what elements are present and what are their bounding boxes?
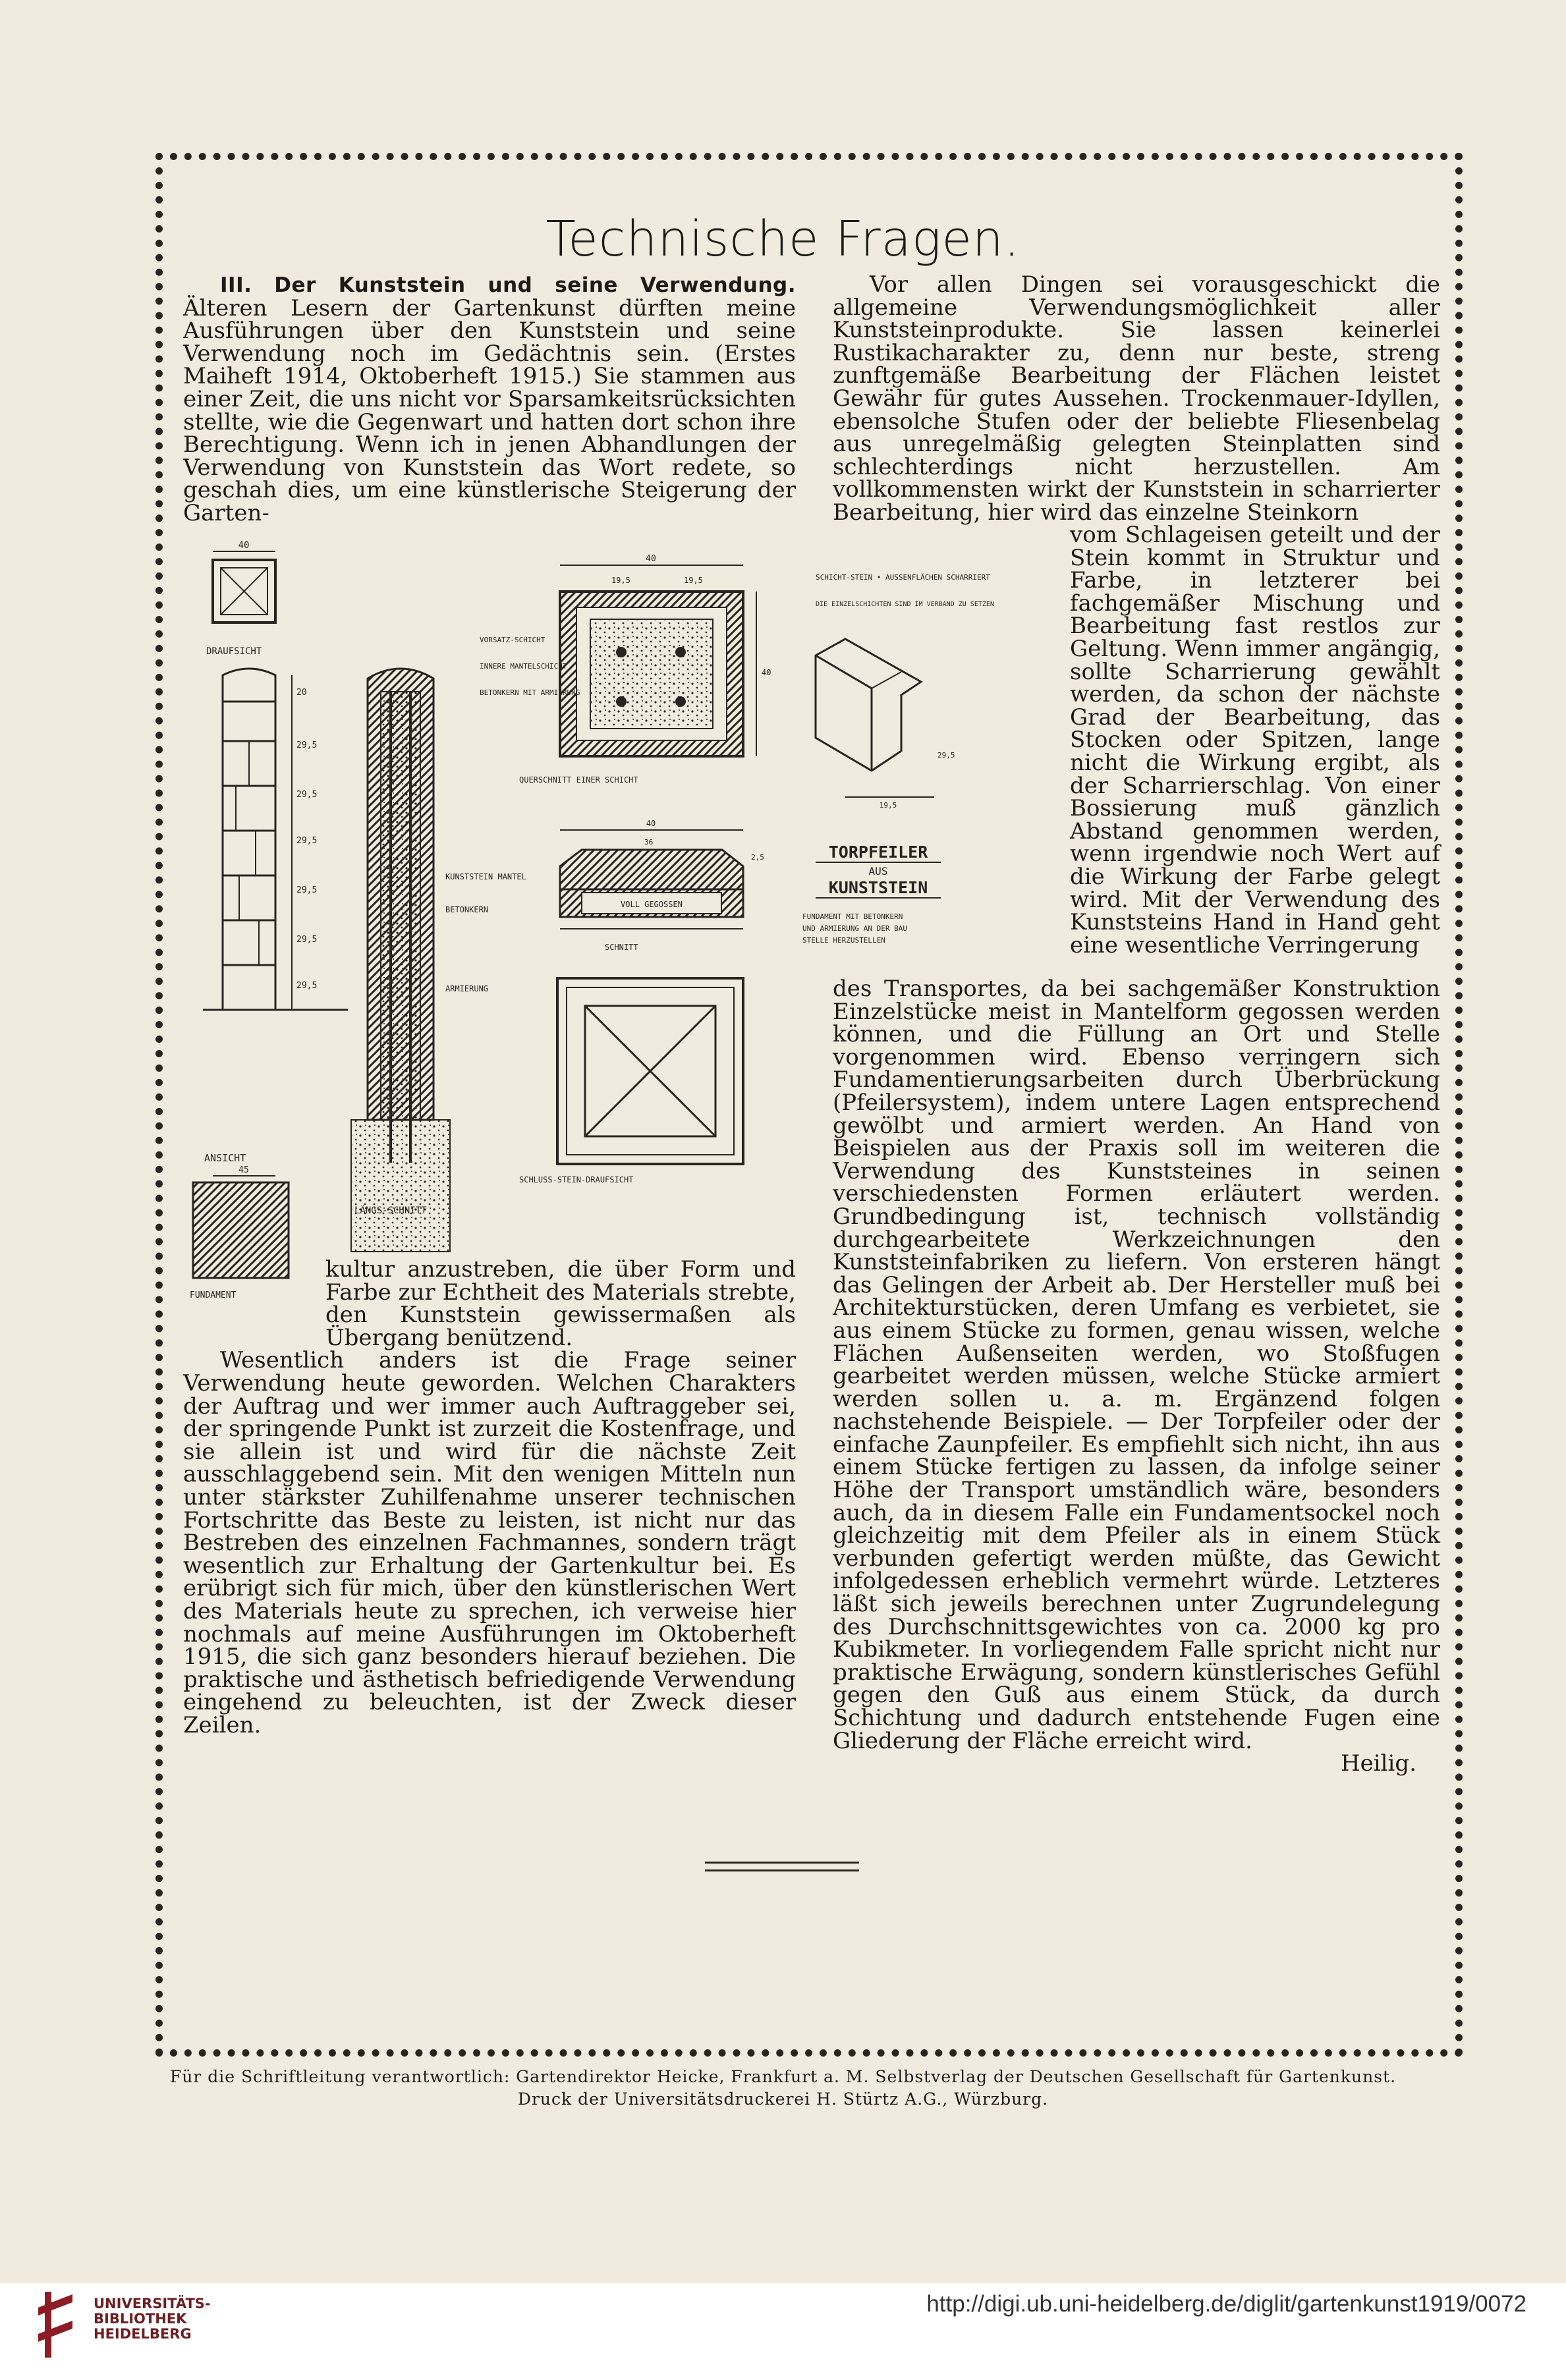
section-heading: III. Der Kunststein und seine Verwendung. (220, 273, 796, 297)
label-draufsicht: DRAUFSICHT (206, 646, 262, 657)
dim-45-foundation: 45 (238, 1165, 249, 1175)
dim-295-a: 29,5 (296, 740, 318, 750)
right-column-bottom (833, 978, 1440, 1775)
label-fundament: FUNDAMENT (190, 1290, 237, 1300)
right-column-wrap (1070, 524, 1440, 956)
right-column-top (833, 273, 1440, 524)
figure-title-kunststein: KUNSTSTEIN (828, 878, 928, 897)
label-querschnitt: QUERSCHNITT EINER SCHICHT (519, 775, 638, 785)
dim-40-top: 40 (238, 540, 250, 551)
dim-40-side: 40 (762, 668, 771, 677)
right-paragraph-2: des Transportes, da bei sachgemäßer Konstruktion Einzelstücke meist in Mantelform gegossen werden können, und die Füllung an Ort und Stelle vorgenommen wird. Ebenso verringern sich Fundamentierungsarbeiten durch Überbrückung (Pfeilersystem), indem untere Lagen entsprechend gewölbt und armiert werden. An Hand von Beispielen aus der Praxis soll im weiteren die Verwendung des Kunststeines in seinen verschiedensten Formen erläutert werden. Grundbedingung ist, technisch vollständig durchgearbeitete Werkzeichnungen den Kunststeinfabriken zu liefern. Von ersteren hängt das Gelingen der Arbeit ab. Der Hersteller muß bei Architekturstücken, deren Umfang es verbietet, sie aus einem Stücke zu formen, genau wissen, welche Flächen Außenseiten werden, wo Stoßfugen gearbeitet werden müssen, welche Stücke armiert werden sollen u. a. m. Ergänzend folgen nachstehende Beispiele. — Der Torpfeiler oder der einfache Zaunpfeiler. Es empfiehlt sich nicht, ihn aus einem Stücke fertigen zu lassen, da infolge seiner Höhe der Transport umständlich wäre, besonders auch, da in diesem Falle ein Fundamentsockel noch gleichzeitig mit dem Pfeiler als in einem Stück verbunden gefertigt werden müßte, das Gewicht infolgedessen erheblich vermehrt würde. Letzteres läßt sich jeweils berechnen unter Zugrundelegung des Durchschnittsgewichtes von ca. 2000 kg pro Kubikmeter. In vorliegendem Falle spricht nicht nur praktische Erwägung, sondern künstlerisches Gefühl gegen den Guß aus einem Stück, da durch Schichtung und dadurch entstehende Fugen eine Gliederung der Fläche erreicht wird. (833, 976, 1440, 1754)
ansicht-drawing (203, 669, 348, 1164)
library-name-3: HEIDELBERG (94, 2326, 192, 2342)
library-logo-icon (33, 2288, 86, 2367)
dim-36-cap: 36 (644, 838, 654, 846)
note-schichtstein-1: SCHICHT-STEIN • AUSSENFLÄCHEN SCHARRIERT (816, 573, 990, 582)
library-name-2: BIBLIOTHEK (94, 2311, 187, 2327)
dim-295-d: 29,5 (296, 885, 318, 895)
label-armierung: ARMIERUNG (445, 984, 489, 993)
schichtstein-drawing (816, 573, 994, 810)
left-column-top (183, 273, 796, 525)
dim-40-cross: 40 (646, 554, 656, 564)
end-rule-bottom (705, 1869, 859, 1871)
label-ansicht: ANSICHT (204, 1152, 246, 1164)
label-schnitt: SCHNITT (605, 943, 638, 952)
end-rule-top (705, 1862, 859, 1864)
right-paragraph-1: Vor allen Dingen sei vorausgeschickt die allgemeine Verwendungsmöglichkeit aller Kunststeinprodukte. Sie lassen keinerlei Rustikacharakter zu, denn nur beste, streng zunftgemäße Bearbeitung der Flächen leistet Gewähr für gutes Aussehen. Trockenmauer-Idyllen, ebensolche Stufen oder der beliebte Fliesenbelag aus unregelmäßig gelegten Steinplatten sind schlechterdings nicht herzustellen. Am vollkommensten wirkt der Kunststein in scharrierter Bearbeitung, hier wird das einzelne Steinkorn (833, 271, 1440, 526)
laengsschnitt-drawing (351, 669, 526, 1252)
dim-295-e: 29,5 (296, 935, 318, 945)
draufsicht-drawing (206, 540, 275, 657)
dim-295-f: 29,5 (296, 981, 318, 991)
footer-line-1: Für die Schriftleitung verantwortlich: Gartendirektor Heicke, Frankfurt a. M. Selbstverlag der Deutschen Gesellschaft für Gartenkunst. (169, 2067, 1397, 2086)
figure-title-aus: AUS (868, 865, 888, 877)
label-voll-gegossen: VOLL GEGOSSEN (621, 900, 683, 909)
dim-195-a: 19,5 (611, 576, 630, 585)
querschnitt-drawing (480, 554, 771, 785)
dim-20: 20 (296, 688, 307, 698)
label-kunststein-mantel: KUNSTSTEIN MANTEL (445, 872, 526, 881)
label-betonkern: BETONKERN (445, 905, 489, 914)
note-schichtstein-2: DIE EINZELSCHICHTEN SIND IM VERBAND ZU SETZEN (816, 601, 994, 608)
label-betonkern-armierung: BETONKERN MIT ARMIERUNG (480, 688, 580, 697)
author-signature: Heilig. (1341, 1750, 1416, 1777)
label-innere-mantelschicht: INNERE MANTELSCHICHT (480, 662, 567, 671)
dim-295-b: 29,5 (296, 790, 318, 800)
figure-note-2: UND ARMIERUNG AN DER BAU (802, 924, 907, 933)
dim-195-stone: 19,5 (879, 801, 897, 810)
left-paragraph-1: kultur anzustreben, die über Form und Farbe zur Echtheit des Materials strebte, den Kunststein gewissermaßen als Übergang benützend. (325, 1256, 796, 1351)
schlussstein-drawing (519, 978, 743, 1184)
dim-195-b: 19,5 (684, 576, 703, 585)
left-column-bottom (183, 1258, 796, 1736)
figure-title-torpfeiler: TORPFEILER (828, 843, 928, 862)
library-url-link[interactable]: http://digi.ub.uni-heidelberg.de/diglit/gartenkunst1919/0072 (926, 2291, 1526, 2317)
label-vorsatz-schicht: VORSATZ-SCHICHT (480, 636, 545, 644)
dim-40-cap: 40 (646, 819, 656, 828)
label-schlussstein: SCHLUSS-STEIN-DRAUFSICHT (519, 1175, 634, 1184)
library-name (94, 2296, 211, 2342)
figure-note-1: FUNDAMENT MIT BETONKERN (802, 912, 903, 921)
intro-text: Älteren Lesern der Gartenkunst dürften meine Ausführungen über den Kunststein und seine Verwendung noch im Gedächtnis sein. (Erstes Maiheft 1914, Oktoberheft 1915.) Sie stammen aus einer Zeit, die uns nicht vor Sparsamkeitsrücksichten stellte, wie die Gegenwart und hatten dort schon ihre Berechtigung. Wenn ich in jenen Abhandlungen der Verwendung von Kunststein das Wort redete, so geschah dies, um eine künstlerische Steigerung der Garten- (183, 294, 796, 526)
figure-note-3: STELLE HERZUSTELLEN (802, 936, 885, 945)
intro-paragraph (183, 273, 796, 525)
library-name-1: UNIVERSITÄTS- (94, 2296, 211, 2311)
dim-25-cap: 2,5 (751, 853, 764, 862)
left-paragraph-2: Wesentlich anders ist die Frage seiner Verwendung heute geworden. Welchen Charakters der Auftrag und wer immer auch Auftraggeber sei, der springende Punkt ist zurzeit die Kostenfrage, und sie allein ist und wird für die nächste Zeit ausschlaggebend sein. Mit den wenigen Mitteln nun unter stärkster Zuhilfenahme unserer technischen Fortschritte das Beste zu leisten, ist nicht nur das Bestreben des einzelnen Fachmannes, sondern trägt wesentlich zur Erhaltung der Gartenkultur bei. Es erübrigt sich für mich, über den künstlerischen Wert des Materials heute zu sprechen, ich verweise hier nochmals auf meine Ausführungen im Oktoberheft 1915, die sich ganz besonders hierauf beziehen. Die praktische und ästhetisch befriedigende Verwendung eingehend zu beleuchten, ist der Zweck dieser Zeilen. (183, 1347, 796, 1738)
schnitt-drawing (560, 819, 764, 952)
page-title: Technische Fragen. (545, 211, 1021, 267)
label-laengsschnitt: LÄNGS-SCHNITT (354, 1205, 427, 1216)
dim-295-c: 29,5 (296, 836, 318, 846)
right-wrap-paragraph: vom Schlageisen geteilt und der Stein kommt in Struktur und Farbe, in letzterer bei fachgemäßer Mischung und Bearbeitung fast restlos zur Geltung. Wenn immer angängig, sollte Scharrierung gewählt werden, da schon der nächste Grad der Bearbeitung, das Stocken oder Spitzen, lange nicht die Wirkung ergibt, als der Scharrierschlag. Von einer Bossierung muß gänzlich Abstand genommen werden, wenn irgendwie noch Wert auf die Wirkung der Farbe gelegt wird. Mit der Verwendung des Kunststeins Hand in Hand geht eine wesentliche Verringerung (1070, 522, 1440, 958)
dim-295-stone: 29,5 (937, 751, 955, 760)
figure-title-block (802, 843, 941, 945)
footer-line-2: Druck der Universitätsdruckerei H. Stürtz A.G., Würzburg. (517, 2089, 1049, 2109)
